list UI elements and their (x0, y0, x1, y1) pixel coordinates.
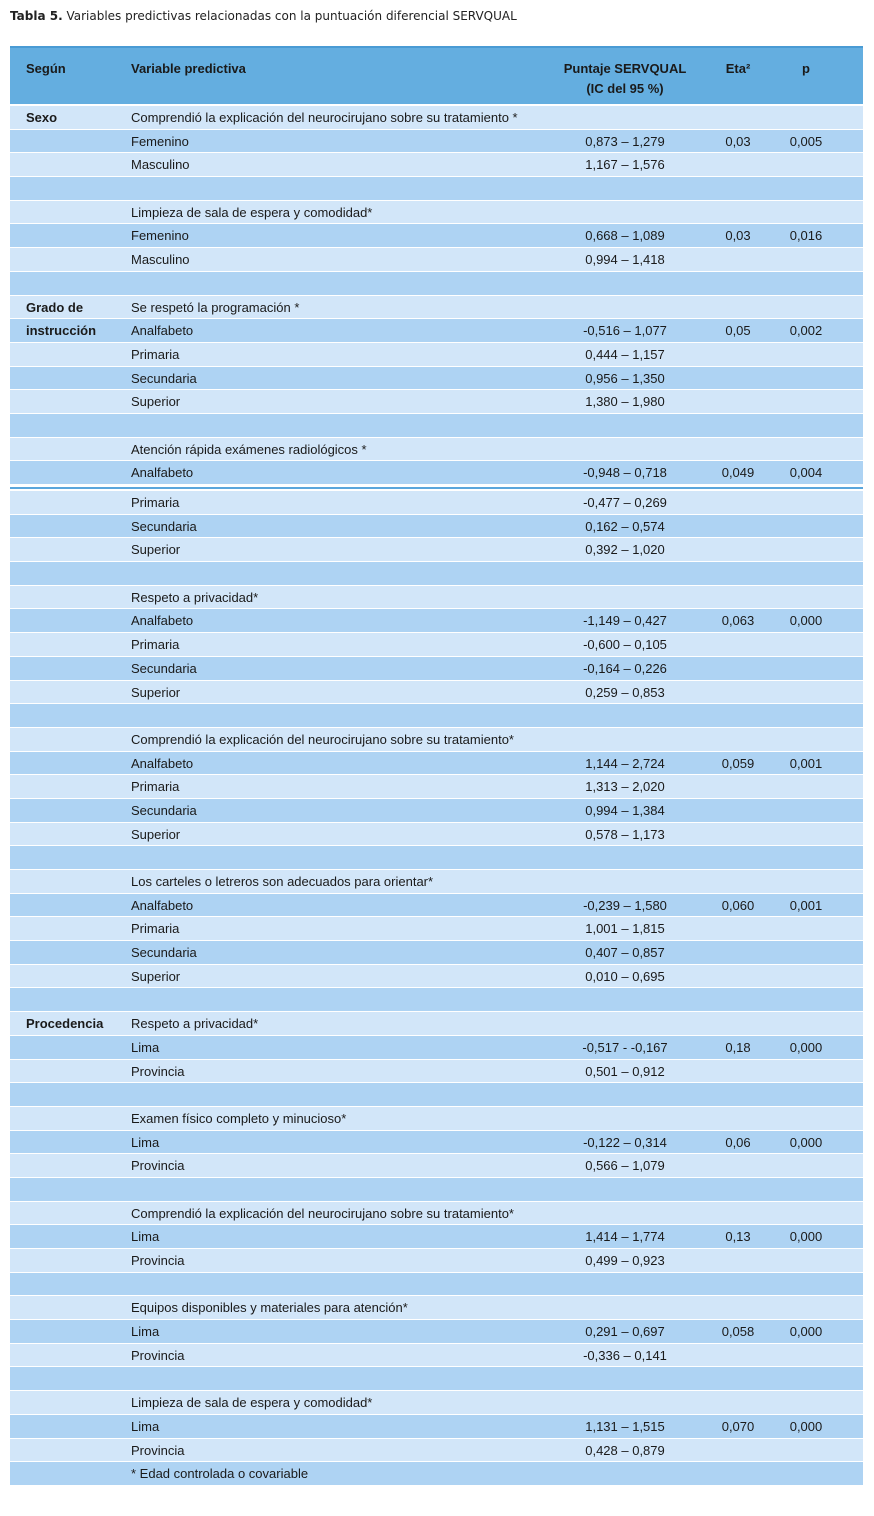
cell-segun: Sexo (26, 110, 58, 125)
table-body-part1 (10, 106, 863, 485)
cell-puntaje: 1,131 – 1,515 (585, 1418, 665, 1434)
table-row (10, 586, 863, 610)
cell-variable: Analfabeto (131, 897, 194, 913)
table-row (10, 894, 863, 918)
table-row (10, 414, 863, 438)
header-puntaje-line1: Puntaje SERVQUAL (563, 61, 687, 76)
cell-variable: Comprendió la explicación del neurocirujano sobre su tratamiento * (131, 110, 518, 125)
cell-variable: Superior (131, 684, 181, 700)
cell-eta: 0,063 (721, 613, 755, 629)
table-row (10, 1154, 863, 1178)
cell-variable: Lima (131, 1229, 160, 1245)
header-segun: Según (26, 61, 66, 76)
cell-eta: 0,18 (725, 1039, 751, 1055)
cell-variable: * Edad controlada o covariable (131, 1466, 309, 1482)
cell-puntaje: 1,001 – 1,815 (585, 921, 665, 937)
table-row (10, 367, 863, 391)
caption-text: Variables predictivas relacionadas con la puntuación diferencial SERVQUAL (66, 9, 517, 23)
cell-variable: Respeto a privacidad* (131, 589, 259, 605)
cell-eta: 0,059 (721, 755, 755, 771)
cell-variable: Lima (131, 1039, 160, 1055)
table-row (10, 1107, 863, 1131)
cell-puntaje: -0,164 – 0,226 (583, 660, 667, 676)
table-row (10, 1083, 863, 1107)
table-row (10, 846, 863, 870)
table-row (10, 609, 863, 633)
cell-variable: Analfabeto (131, 323, 194, 339)
cell-puntaje: 0,499 – 0,923 (585, 1253, 665, 1268)
cell-variable: Femenino (131, 133, 189, 149)
cell-variable: Masculino (131, 157, 190, 173)
cell-puntaje: -0,239 – 1,580 (583, 897, 667, 913)
cell-puntaje: 0,873 – 1,279 (585, 133, 665, 149)
header-puntaje (550, 59, 700, 99)
cell-p: 0,000 (789, 1134, 823, 1150)
header-p: p (802, 61, 810, 76)
cell-puntaje: 0,010 – 0,695 (585, 968, 665, 984)
table-row (10, 538, 863, 562)
cell-p: 0,000 (789, 1229, 823, 1245)
cell-eta: 0,060 (721, 897, 755, 913)
cell-variable: Femenino (131, 228, 189, 244)
table-row (10, 390, 863, 414)
cell-eta: 0,05 (725, 323, 751, 339)
cell-eta: 0,13 (725, 1229, 751, 1245)
cell-p: 0,000 (789, 1418, 823, 1434)
table-caption (10, 9, 517, 23)
table-row (10, 224, 863, 248)
cell-variable: Respeto a privacidad* (131, 1016, 259, 1032)
cell-variable: Limpieza de sala de espera y comodidad* (131, 204, 373, 220)
table-row (10, 1344, 863, 1368)
cell-segun: instrucción (26, 323, 97, 339)
cell-variable: Provincia (131, 1063, 185, 1079)
cell-puntaje: 1,313 – 2,020 (585, 779, 665, 795)
table-row (10, 1296, 863, 1320)
cell-variable: Provincia (131, 1158, 185, 1174)
table-row (10, 1415, 863, 1439)
cell-puntaje: 1,380 – 1,980 (585, 394, 665, 410)
cell-puntaje: -0,516 – 1,077 (583, 323, 667, 339)
cell-puntaje: 0,392 – 1,020 (585, 542, 665, 558)
cell-p: 0,002 (789, 323, 823, 339)
cell-p: 0,005 (789, 133, 823, 149)
cell-variable: Primaria (131, 346, 180, 362)
cell-eta: 0,070 (721, 1418, 755, 1434)
cell-variable: Superior (131, 826, 181, 842)
table-row (10, 1320, 863, 1344)
cell-puntaje: 0,566 – 1,079 (585, 1158, 665, 1174)
cell-variable: Lima (131, 1418, 160, 1434)
cell-variable: Comprendió la explicación del neurocirujano sobre su tratamiento* (131, 731, 514, 747)
cell-puntaje: -0,122 – 0,314 (583, 1134, 667, 1150)
table-row (10, 515, 863, 539)
cell-puntaje: -0,517 - -0,167 (582, 1039, 668, 1055)
table-row (10, 296, 863, 320)
cell-puntaje: -0,336 – 0,141 (583, 1347, 667, 1363)
cell-variable: Secundaria (131, 660, 197, 676)
table-row (10, 130, 863, 154)
table-row (10, 1462, 863, 1486)
cell-puntaje: 1,414 – 1,774 (585, 1229, 665, 1245)
cell-p: 0,000 (789, 1039, 823, 1055)
cell-variable: Provincia (131, 1442, 185, 1458)
table-row (10, 1012, 863, 1036)
table-row (10, 177, 863, 201)
table-row (10, 799, 863, 823)
caption-label: Tabla 5. (10, 9, 63, 23)
table-row (10, 823, 863, 847)
table-row (10, 343, 863, 367)
cell-variable: Analfabeto (131, 755, 194, 771)
cell-variable: Equipos disponibles y materiales para atención* (131, 1300, 408, 1316)
table-row (10, 965, 863, 989)
table-row (10, 1273, 863, 1297)
cell-puntaje: 0,578 – 1,173 (585, 826, 665, 842)
cell-puntaje: -1,149 – 0,427 (583, 613, 667, 629)
cell-variable: Primaria (131, 637, 180, 653)
table-header (10, 46, 863, 106)
cell-variable: Secundaria (131, 370, 197, 386)
table-row (10, 272, 863, 296)
cell-variable: Primaria (131, 495, 180, 510)
cell-variable: Lima (131, 1134, 160, 1150)
cell-puntaje: 1,167 – 1,576 (585, 157, 665, 173)
cell-variable: Secundaria (131, 518, 197, 534)
cell-variable: Analfabeto (131, 465, 194, 481)
table-row (10, 775, 863, 799)
cell-p: 0,016 (789, 228, 823, 244)
table-row (10, 1178, 863, 1202)
cell-puntaje: -0,600 – 0,105 (583, 637, 667, 653)
cell-eta: 0,06 (725, 1134, 751, 1150)
cell-variable: Analfabeto (131, 613, 194, 629)
cell-puntaje: 0,994 – 1,384 (585, 802, 665, 818)
table-row (10, 657, 863, 681)
cell-eta: 0,03 (725, 228, 751, 244)
cell-p: 0,000 (789, 613, 823, 629)
cell-p: 0,004 (789, 465, 823, 481)
cell-puntaje: 0,407 – 0,857 (585, 945, 665, 961)
table-row (10, 153, 863, 177)
cell-eta: 0,03 (725, 133, 751, 149)
cell-puntaje: 0,259 – 0,853 (585, 684, 665, 700)
table-row (10, 201, 863, 225)
cell-variable: Superior (131, 542, 181, 558)
cell-puntaje: -0,477 – 0,269 (583, 495, 667, 510)
cell-puntaje: 0,994 – 1,418 (585, 252, 665, 268)
cell-puntaje: 1,144 – 2,724 (585, 755, 665, 771)
table-row (10, 704, 863, 728)
header-variable: Variable predictiva (131, 61, 246, 76)
cell-variable: Se respetó la programación * (131, 299, 300, 315)
table-row (10, 438, 863, 462)
cell-eta: 0,058 (721, 1324, 755, 1340)
table-row (10, 752, 863, 776)
cell-p: 0,001 (789, 755, 823, 771)
servqual-table (10, 46, 863, 1486)
cell-puntaje: 0,501 – 0,912 (585, 1063, 665, 1079)
table-row (10, 1391, 863, 1415)
cell-variable: Secundaria (131, 802, 197, 818)
cell-puntaje: 0,428 – 0,879 (585, 1442, 665, 1458)
table-row (10, 1439, 863, 1463)
table-row (10, 562, 863, 586)
table-row (10, 870, 863, 894)
cell-p: 0,000 (789, 1324, 823, 1340)
cell-puntaje: 0,291 – 0,697 (585, 1324, 665, 1340)
cell-variable: Provincia (131, 1253, 185, 1268)
header-eta: Eta² (725, 61, 751, 76)
cell-eta: 0,049 (721, 465, 755, 481)
table-row (10, 461, 863, 485)
cell-variable: Lima (131, 1324, 160, 1340)
table-row (10, 1202, 863, 1226)
table-row (10, 1131, 863, 1155)
table-row (10, 941, 863, 965)
table-row (10, 106, 863, 130)
cell-puntaje: -0,948 – 0,718 (583, 465, 667, 481)
cell-variable: Superior (131, 394, 181, 410)
table-row (10, 988, 863, 1012)
cell-variable: Superior (131, 968, 181, 984)
cell-puntaje: 0,956 – 1,350 (585, 370, 665, 386)
table-row (10, 319, 863, 343)
cell-variable: Secundaria (131, 945, 197, 961)
cell-p: 0,001 (789, 897, 823, 913)
cell-puntaje: 0,162 – 0,574 (585, 518, 665, 534)
table-row (10, 491, 863, 515)
cell-segun: Grado de (26, 299, 84, 315)
cell-variable: Atención rápida exámenes radiológicos * (131, 441, 367, 457)
table-row (10, 1367, 863, 1391)
table-body-part2 (10, 491, 863, 1486)
header-puntaje-line2: (IC del 95 %) (586, 81, 664, 96)
table-row (10, 728, 863, 752)
cell-variable: Comprendió la explicación del neurocirujano sobre su tratamiento* (131, 1205, 514, 1221)
table-row (10, 248, 863, 272)
cell-puntaje: 0,444 – 1,157 (585, 346, 665, 362)
cell-variable: Masculino (131, 252, 190, 268)
cell-puntaje: 0,668 – 1,089 (585, 228, 665, 244)
table-row (10, 681, 863, 705)
table-row (10, 917, 863, 941)
cell-variable: Limpieza de sala de espera y comodidad* (131, 1395, 373, 1411)
cell-variable: Primaria (131, 921, 180, 937)
table-row (10, 633, 863, 657)
cell-variable: Examen físico completo y minucioso* (131, 1110, 347, 1126)
cell-variable: Los carteles o letreros son adecuados para orientar* (131, 874, 434, 889)
table-row (10, 1036, 863, 1060)
table-row (10, 1225, 863, 1249)
cell-segun: Procedencia (26, 1016, 104, 1032)
table-row (10, 1060, 863, 1084)
table-row (10, 1249, 863, 1273)
cell-variable: Provincia (131, 1347, 185, 1363)
cell-variable: Primaria (131, 779, 180, 795)
